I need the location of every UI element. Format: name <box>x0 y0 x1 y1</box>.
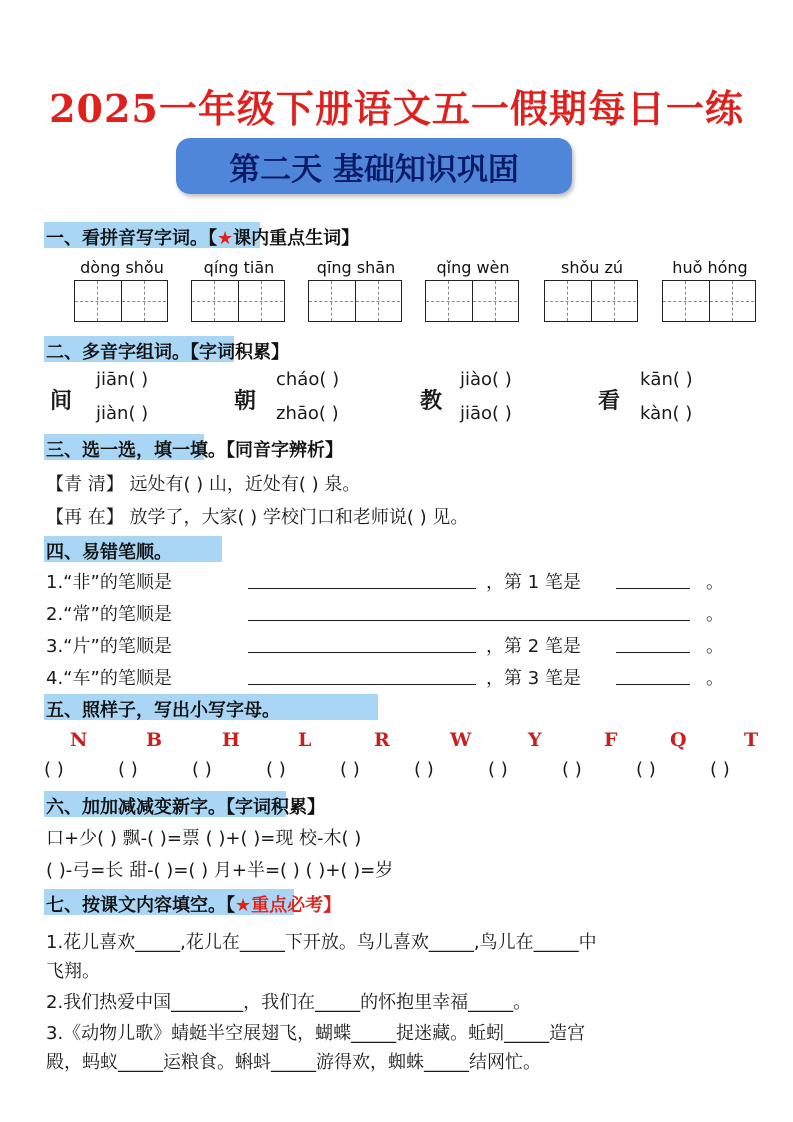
stroke-q4-label: 4.“车”的笔顺是 <box>46 668 172 689</box>
polyphone-char-3: 教 <box>420 389 443 414</box>
uppercase-letter: Q <box>670 729 687 751</box>
uppercase-letter: W <box>450 729 472 751</box>
polyphone-2-top[interactable]: cháo( ) <box>276 369 340 390</box>
section-3-heading: 三、选一选，填一填。【同音字辨析】 <box>46 440 343 461</box>
stroke-q2-end: 。 <box>706 604 724 625</box>
stroke-q2-answer[interactable] <box>248 600 690 621</box>
lowercase-blank[interactable]: ( ) <box>488 759 508 780</box>
fill-q3-line-1[interactable]: 3.《动物儿歌》蜻蜓半空展翅飞，蝴蝶_____捉迷藏。蚯蚓_____造宫 <box>46 1023 586 1044</box>
lowercase-blank[interactable]: ( ) <box>636 759 656 780</box>
polyphone-3-bottom[interactable]: jiāo( ) <box>460 403 512 424</box>
pinyin-3: qīng shān <box>316 258 396 277</box>
polyphone-char-1: 间 <box>50 389 73 414</box>
polyphone-1-top[interactable]: jiān( ) <box>96 369 149 390</box>
section-7-heading: 七、按课文内容填空。【★重点必考】 <box>46 895 342 916</box>
star-icon: ★ <box>235 895 252 916</box>
section-5-heading: 五、照样子，写出小写字母。 <box>46 700 280 721</box>
fill-q1-line-1[interactable]: 1.花儿喜欢_____,花儿在_____下开放。鸟儿喜欢_____,鸟儿在_____中 <box>46 932 597 953</box>
stroke-q1-end: 。 <box>706 572 724 593</box>
star-icon: ★ <box>217 228 234 249</box>
pinyin-6: huǒ hóng <box>672 258 748 277</box>
stroke-q3-mid: ，第 2 笔是 <box>486 636 581 657</box>
section-2-heading: 二、多音字组词。【字词积累】 <box>46 342 289 363</box>
uppercase-letter: F <box>604 729 618 751</box>
stroke-q3-stroke[interactable] <box>616 632 690 653</box>
lowercase-blank[interactable]: ( ) <box>266 759 286 780</box>
page-title: 2025一年级下册语文五一假期每日一练 <box>49 86 744 131</box>
polyphone-3-top[interactable]: jiào( ) <box>460 369 512 390</box>
polyphone-4-top[interactable]: kān( ) <box>640 369 693 390</box>
subtitle: 第二天 基础知识巩固 <box>229 152 519 188</box>
writing-grid-5[interactable] <box>544 280 638 322</box>
stroke-q1-answer[interactable] <box>248 568 476 589</box>
lowercase-blank[interactable]: ( ) <box>562 759 582 780</box>
polyphone-4-bottom[interactable]: kàn( ) <box>640 403 693 424</box>
lowercase-blank[interactable]: ( ) <box>414 759 434 780</box>
uppercase-letter: L <box>298 729 312 751</box>
lowercase-blank[interactable]: ( ) <box>340 759 360 780</box>
lowercase-blank[interactable]: ( ) <box>710 759 730 780</box>
uppercase-letter: B <box>146 729 163 751</box>
stroke-q2-label: 2.“常”的笔顺是 <box>46 604 172 625</box>
char-math-line-2[interactable]: ( )-弓=长 甜-( )=( ) 月+半=( ) ( )+( )=岁 <box>46 860 394 881</box>
section-6-heading: 六、加加减减变新字。【字词积累】 <box>46 797 325 818</box>
char-math-line-1[interactable]: 口+少( ) 飘-( )=票 ( )+( )=现 校-木( ) <box>46 828 362 849</box>
polyphone-char-2: 朝 <box>234 389 257 414</box>
stroke-q4-end: 。 <box>706 668 724 689</box>
uppercase-letter: H <box>222 729 240 751</box>
writing-grid-2[interactable] <box>191 280 285 322</box>
stroke-q3-end: 。 <box>706 636 724 657</box>
uppercase-letter: Y <box>528 729 542 751</box>
fill-q1-line-2: 飞翔。 <box>46 961 100 982</box>
fill-q2[interactable]: 2.我们热爱中国________，我们在_____的怀抱里幸福_____。 <box>46 992 532 1013</box>
lowercase-blank[interactable]: ( ) <box>44 759 64 780</box>
writing-grid-1[interactable] <box>74 280 168 322</box>
stroke-q3-label: 3.“片”的笔顺是 <box>46 636 172 657</box>
uppercase-letter: R <box>374 729 390 751</box>
writing-grid-6[interactable] <box>662 280 756 322</box>
pinyin-5: shǒu zú <box>560 258 624 277</box>
section-4-heading: 四、易错笔顺。 <box>46 542 172 563</box>
lowercase-blank[interactable]: ( ) <box>118 759 138 780</box>
pinyin-4: qǐng wèn <box>436 258 510 277</box>
pinyin-2: qíng tiān <box>203 258 275 277</box>
uppercase-letter: T <box>744 729 759 751</box>
homophone-line-2[interactable]: 【再 在】 放学了，大家( ) 学校门口和老师说( ) 见。 <box>46 507 469 528</box>
stroke-q1-label: 1.“非”的笔顺是 <box>46 572 172 593</box>
writing-grid-4[interactable] <box>425 280 519 322</box>
stroke-q3-answer[interactable] <box>248 632 476 653</box>
stroke-q4-answer[interactable] <box>248 664 476 685</box>
fill-q3-line-2[interactable]: 殿，蚂蚁_____运粮食。蝌蚪_____游得欢，蜘蛛_____结网忙。 <box>46 1052 541 1073</box>
stroke-q1-mid: ，第 1 笔是 <box>486 572 581 593</box>
lowercase-blank[interactable]: ( ) <box>192 759 212 780</box>
pinyin-1: dòng shǒu <box>80 258 164 277</box>
writing-grid-3[interactable] <box>308 280 402 322</box>
homophone-line-1[interactable]: 【青 清】 远处有( ) 山，近处有( ) 泉。 <box>46 474 361 495</box>
stroke-q4-mid: ，第 3 笔是 <box>486 668 581 689</box>
polyphone-2-bottom[interactable]: zhāo( ) <box>276 403 339 424</box>
polyphone-char-4: 看 <box>598 389 621 414</box>
section-1-heading: 一、看拼音写字词。【★课内重点生词】 <box>46 228 360 249</box>
stroke-q1-stroke[interactable] <box>616 568 690 589</box>
uppercase-letter: N <box>70 729 88 751</box>
stroke-q4-stroke[interactable] <box>616 664 690 685</box>
polyphone-1-bottom[interactable]: jiàn( ) <box>96 403 149 424</box>
